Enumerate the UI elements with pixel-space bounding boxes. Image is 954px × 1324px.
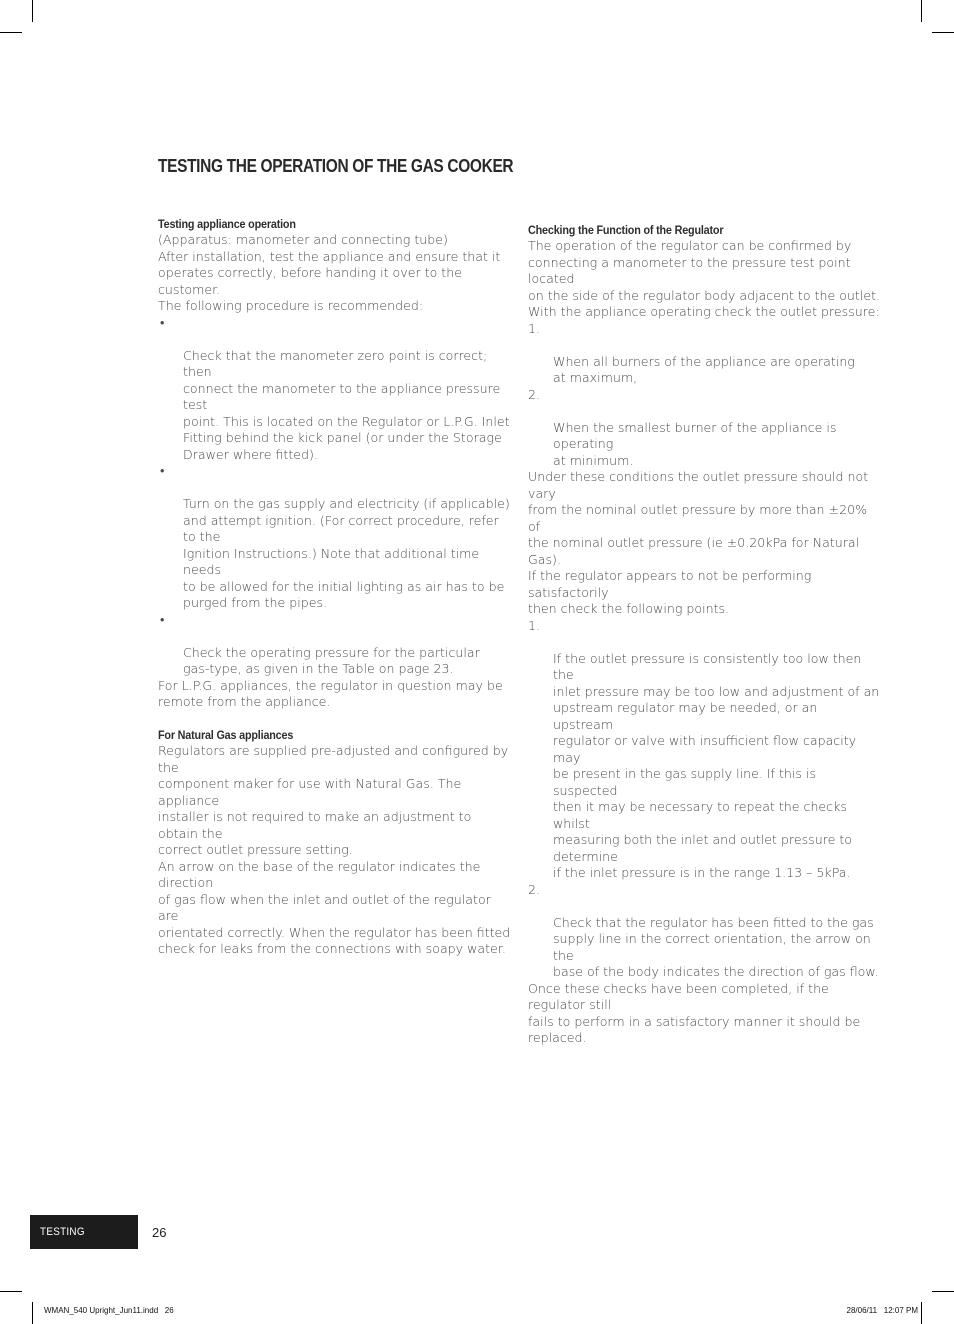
list-item-text: Check that the manometer zero point is correct; then connect the manometer to the appliance pressure test point. This is located on the Regulator or L.P.G. Inlet Fitting behind the kick panel (or under the Storage Drawer where fitted). bbox=[183, 347, 510, 462]
regulator-closing: Once these checks have been completed, if the regulator still fails to perform in a satisfactory manner it should be replaced. bbox=[528, 980, 861, 1045]
intro-paragraph: (Apparatus: manometer and connecting tube) After installation, test the appliance and ensure that it operates correctly, before handing it over to the customer. The following procedure is recommended: bbox=[158, 232, 501, 313]
regulator-conditions: Under these conditions the outlet pressure should not vary from the nominal outlet pressure by more than ±20% of the nominal outlet pressure (ie ±0.20kPa for Natural Gas). If the regulator appears to not be performing satisfactorily then check the following points. bbox=[528, 469, 869, 616]
list-item-text: Check the operating pressure for the particular gas-type, as given in the Table on page 23. bbox=[183, 644, 480, 676]
crop-mark bbox=[921, 1302, 922, 1324]
crop-mark bbox=[32, 1302, 33, 1324]
bullet-marker: • bbox=[160, 463, 165, 478]
list-item-text: When the smallest burner of the appliance is operating at minimum. bbox=[553, 419, 837, 468]
list-number: 2. bbox=[528, 386, 541, 402]
natural-gas-paragraph: An arrow on the base of the regulator indicates the direction of gas flow when the inlet and outlet of the regulator are orientated correctly. When the regulator has been fitted check for leaks from the connections with soapy water. bbox=[158, 858, 511, 956]
crop-mark bbox=[932, 32, 954, 33]
print-slug-date: 28/06/11 12:07 PM bbox=[846, 1306, 918, 1315]
pressure-check-list bbox=[528, 321, 880, 470]
list-item bbox=[158, 315, 514, 464]
crop-mark bbox=[32, 0, 33, 22]
natural-gas-paragraph: Regulators are supplied pre-adjusted and configured by the component maker for use with Natural Gas. The appliance installer is not required to make an adjustment to obtain the correct outlet pressure setting. bbox=[158, 743, 509, 857]
list-item-text: When all burners of the appliance are operating at maximum, bbox=[553, 353, 855, 385]
crop-mark bbox=[932, 1291, 954, 1292]
list-item bbox=[158, 463, 514, 612]
list-number: 1. bbox=[528, 320, 541, 336]
crop-mark bbox=[921, 0, 922, 22]
section-tab-label: TESTING bbox=[40, 1226, 85, 1238]
bullet-marker: • bbox=[160, 611, 165, 627]
section-heading-natural-gas: For Natural Gas appliances bbox=[158, 728, 294, 742]
right-column bbox=[528, 222, 880, 1047]
lpg-note: For L.P.G. appliances, the regulator in question may be remote from the appliance. bbox=[158, 677, 503, 709]
regulator-intro: The operation of the regulator can be confirmed by connecting a manometer to the pressure test point located on the side of the regulator body adjacent to the outlet. With the appliance operating check the outlet pressure: bbox=[528, 238, 881, 319]
list-item bbox=[528, 321, 880, 387]
procedure-list bbox=[158, 315, 514, 678]
section-heading-regulator: Checking the Function of the Regulator bbox=[528, 223, 724, 237]
page-title: TESTING THE OPERATION OF THE GAS COOKER bbox=[158, 156, 514, 176]
list-item bbox=[528, 618, 880, 882]
page-number: 26 bbox=[152, 1225, 167, 1240]
list-number: 1. bbox=[528, 617, 541, 633]
print-slug-file: WMAN_540 Upright_Jun11.indd 26 bbox=[44, 1306, 174, 1315]
list-item bbox=[158, 612, 514, 678]
list-number: 2. bbox=[528, 881, 541, 897]
list-item-text: Check that the regulator has been fitted to the gas supply line in the correct orientation, the arrow on the base of the body indicates the direction of gas flow. bbox=[553, 914, 879, 979]
bullet-marker: • bbox=[160, 314, 165, 330]
left-column bbox=[158, 216, 514, 958]
troubleshooting-list bbox=[528, 618, 880, 981]
section-tab bbox=[30, 1215, 138, 1249]
crop-mark bbox=[0, 1291, 22, 1292]
list-item-text: If the outlet pressure is consistently too low then the inlet pressure may be too low and adjustment of an upstream regulator may be needed, or an upstream regulator or valve with insufficient flow capacity may be present in the gas supply line. If this is suspected then it may be necessary to repeat the checks whilst measuring both the inlet and outlet pressure to determine if the inlet pressure is in the range 1.13 – 5kPa. bbox=[553, 650, 880, 880]
list-item bbox=[528, 387, 880, 470]
list-item-text: Turn on the gas supply and electricity (if applicable) and attempt ignition. (For correct procedure, refer to the Ignition Instructions.) Note that additional time needs to be allowed for the initial lighting as air has to be purged from the pipes. bbox=[183, 496, 510, 610]
section-heading-testing-appliance: Testing appliance operation bbox=[158, 217, 296, 231]
crop-mark bbox=[0, 32, 22, 33]
list-item bbox=[528, 882, 880, 981]
